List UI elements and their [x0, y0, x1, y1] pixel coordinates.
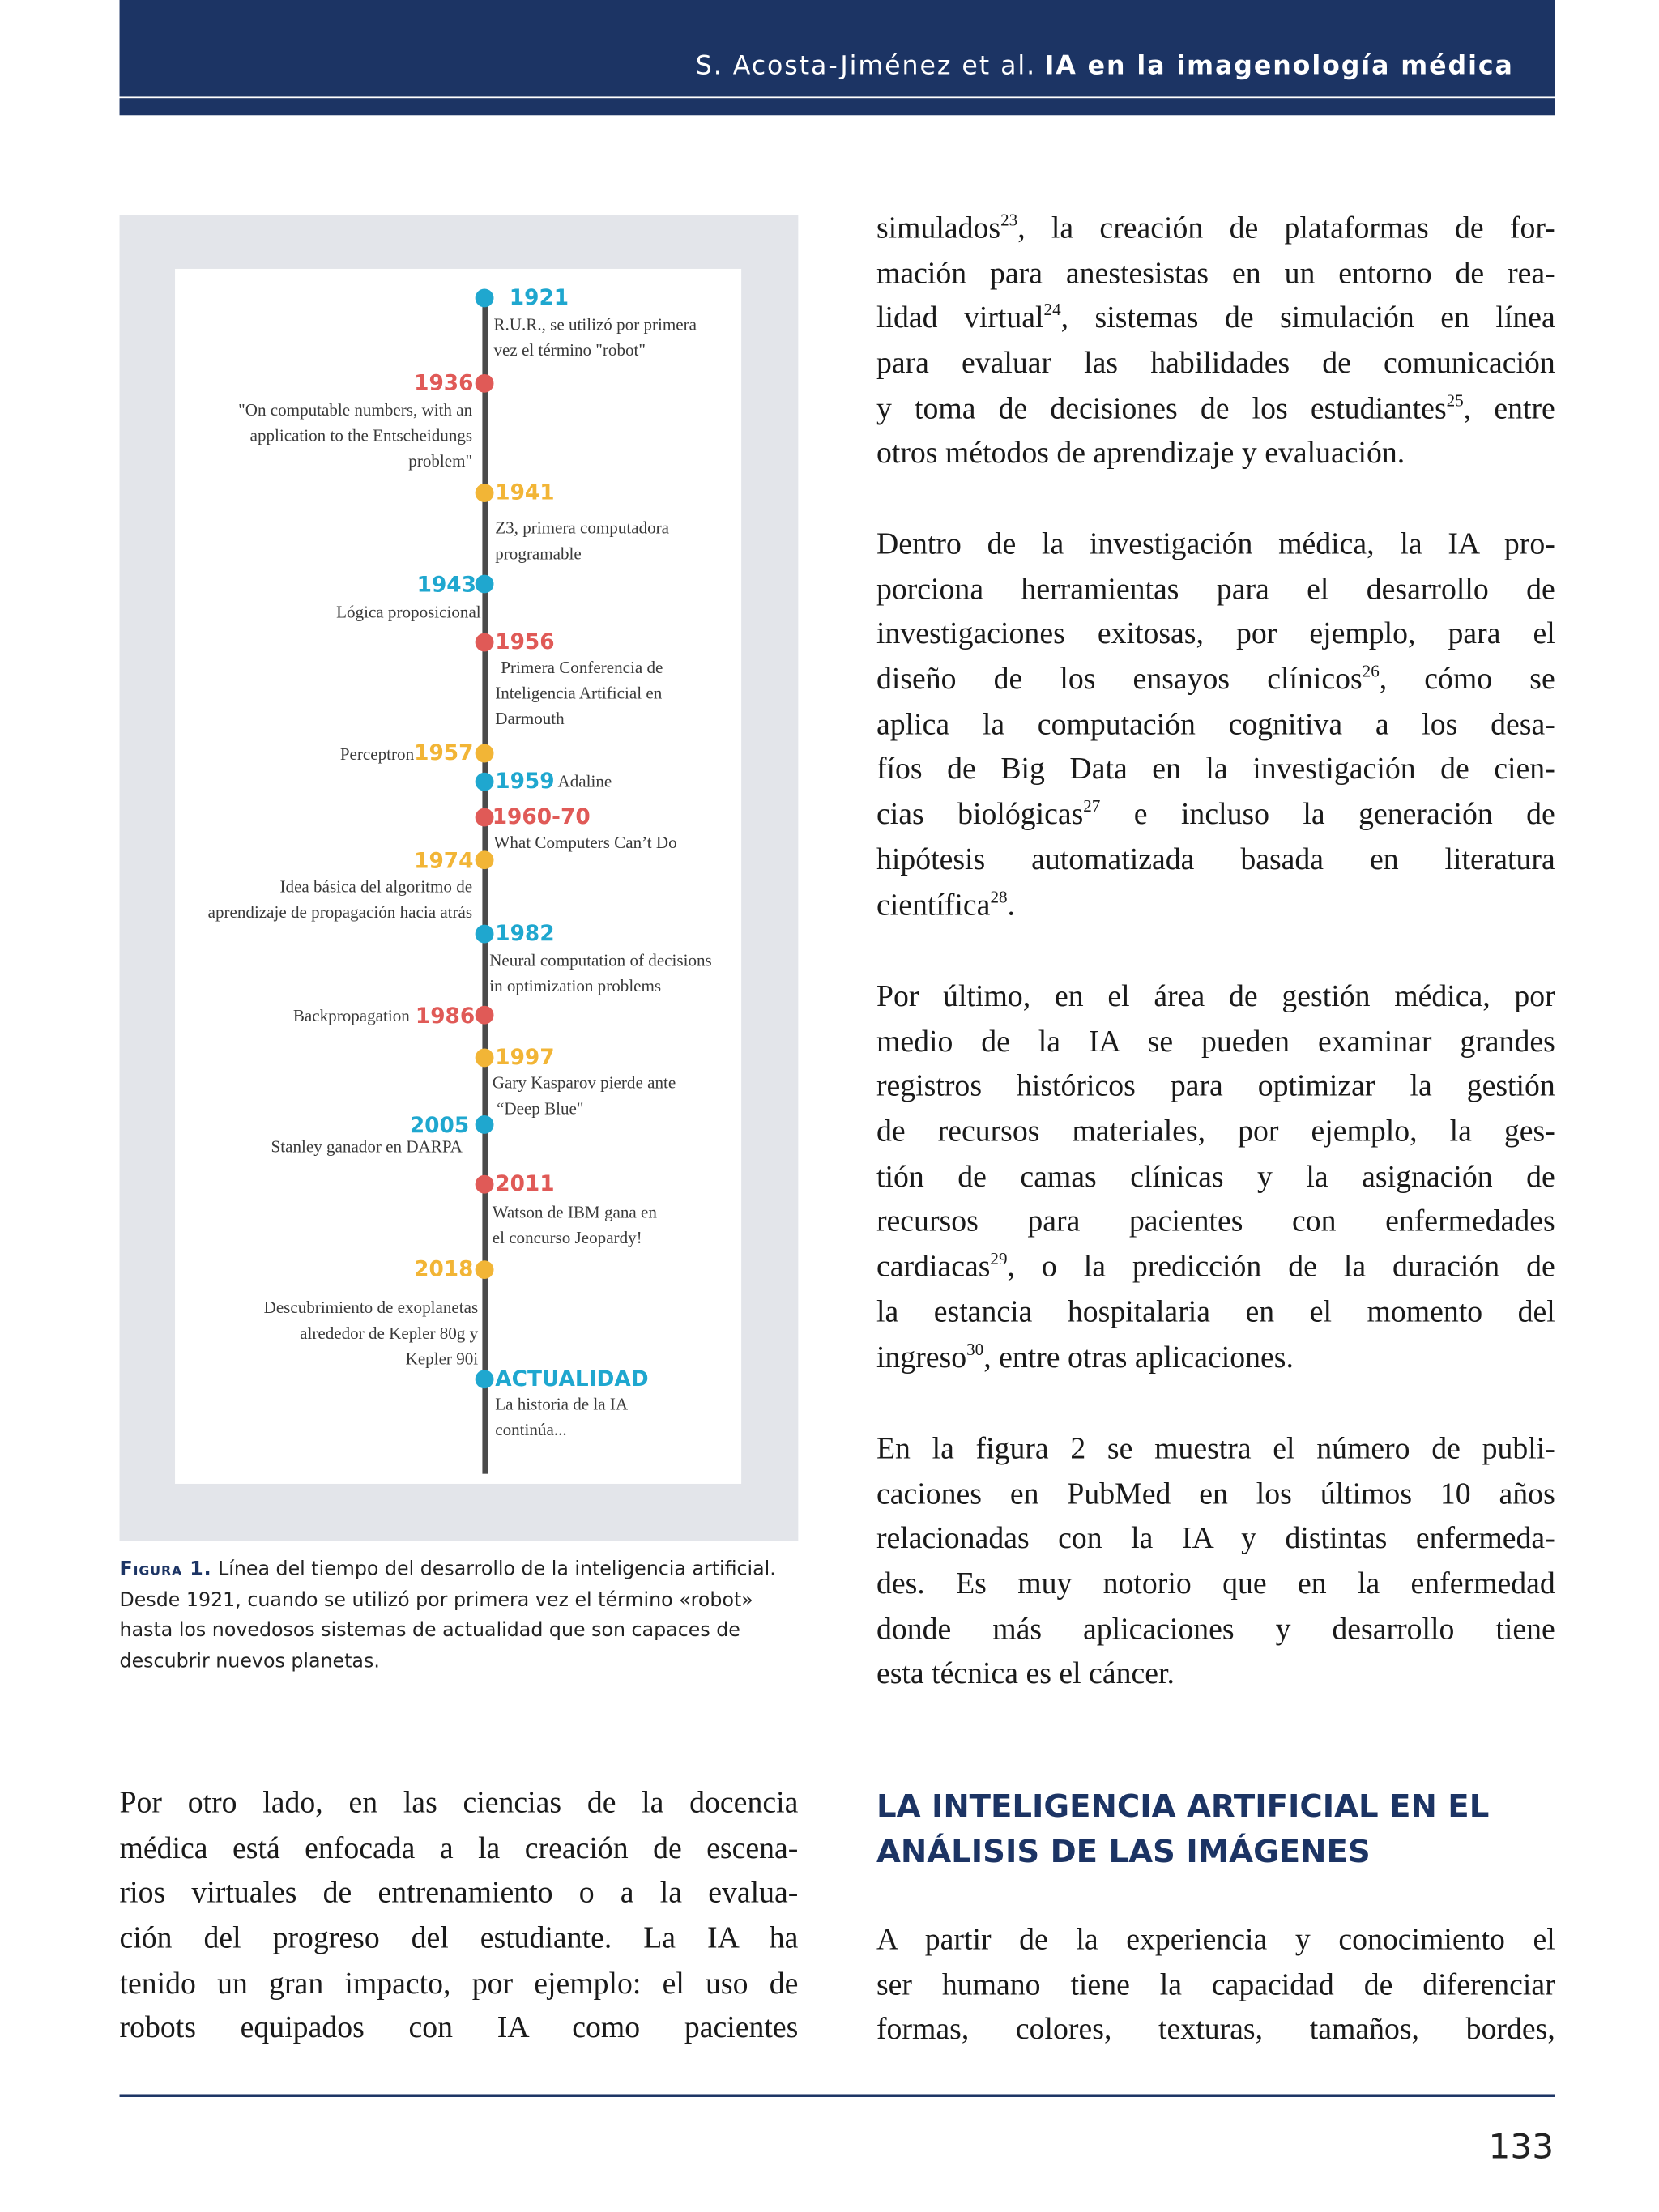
timeline-dot-1982 — [476, 925, 494, 944]
running-header — [696, 51, 1514, 81]
header-rule — [120, 98, 1555, 115]
timeline-year-1960-70: 1960-70 — [492, 803, 591, 829]
page-number: 133 — [1488, 2126, 1555, 2167]
timeline-event-1974: Idea básica del algoritmo de aprendizaje de propagación hacia atrás — [207, 876, 473, 923]
paragraph-image-analysis: A partir de la experiencia y conocimiento el ser humano tiene la capacidad de diferenciar formas, colores, texturas, tamaños, bordes, — [876, 1921, 1555, 2047]
timeline-event-1986: Backpropagation — [292, 1005, 410, 1026]
figure-caption-text: Línea del tiempo del desarrollo de la inteligencia artificial. Desde 1921, cuando se utilizó por primera vez el término «robot» hasta los novedosos sistemas de actualidad que son capaces de descubrir nuevos planetas. — [119, 1558, 776, 1673]
timeline-year-1957: 1957 — [414, 739, 474, 765]
timeline-event-1982: Neural computation of decisions in optimization problems — [489, 950, 712, 996]
timeline-year-1959: 1959 — [495, 768, 555, 795]
timeline-dot-2018 — [476, 1260, 494, 1279]
footer-rule — [120, 2094, 1555, 2097]
timeline-event-1943: Lógica proposicional — [336, 601, 481, 622]
header-bar — [120, 0, 1555, 96]
timeline-event-1960-70: What Computers Can’t Do — [493, 832, 677, 853]
timeline-year-2005: 2005 — [409, 1112, 470, 1139]
timeline-dot-1997 — [476, 1048, 494, 1067]
timeline-dot-1957 — [476, 744, 494, 763]
timeline-dot-1960-70 — [476, 808, 494, 827]
header-authors: S. Acosta-Jiménez et al. — [695, 51, 1037, 82]
timeline-event-1941: Z3, primera computadora programable — [495, 518, 670, 564]
header-title: IA en la imagenología médica — [1044, 51, 1514, 82]
timeline-year-1982: 1982 — [495, 920, 555, 947]
timeline-year-1941: 1941 — [495, 479, 555, 505]
section-heading: LA INTELIGENCIA ARTIFICIAL EN EL ANÁLISIS DE LAS IMÁGENES — [876, 1789, 1490, 1871]
timeline-event-1957: Perceptron — [339, 744, 415, 765]
timeline-year-1997: 1997 — [495, 1044, 555, 1070]
timeline-event-1956: Primera Conferencia de Inteligencia Artificial en Darmouth — [495, 657, 663, 729]
timeline-year-2011: 2011 — [495, 1170, 555, 1197]
timeline-dot-2011 — [476, 1175, 494, 1194]
timeline-event-actualidad: La historia de la IA continúa... — [495, 1394, 629, 1440]
timeline-dot-1943 — [476, 575, 494, 594]
timeline-year-1986: 1986 — [415, 1003, 476, 1029]
timeline-year-actualidad: ACTUALIDAD — [495, 1366, 649, 1392]
timeline-year-1936: 1936 — [414, 369, 474, 396]
timeline-dot-1936 — [476, 374, 494, 393]
paragraph-management: Por último, en el área de gestión médica, por medio de la IA se pueden examinar grandes registros históricos para optimizar la gestión de recursos materiales, por ejemplo, la ges- tión de camas clínicas y la asignación de recursos para pacientes con enfermedades cardiacas$^{29}$, o la predicción de la duración de la estancia hospitalaria en el momento del ingreso$^{30}$, entre otras aplicaciones. — [876, 978, 1555, 1374]
timeline-dot-2005 — [476, 1115, 494, 1134]
timeline-dot-1986 — [476, 1006, 494, 1025]
timeline-dot-actualidad — [476, 1370, 494, 1388]
figure-caption — [120, 1555, 799, 1677]
timeline-year-2018: 2018 — [414, 1255, 474, 1282]
timeline-year-1943: 1943 — [416, 572, 476, 598]
timeline-event-2018: Descubrimiento de exoplanetas alrededor de Kepler 80g y Kepler 90i — [263, 1297, 479, 1369]
timeline-dot-1941 — [476, 484, 494, 502]
paragraph-simulation: simulados$^{23}$, la creación de plataformas de for- mación para anestesistas en un entorno de rea- lidad virtual$^{24}$, sistemas de simulación en línea para evaluar las habilidades de comunicación y toma de decisiones de los estudiantes$^{25}$, entre otros métodos de aprendizaje y evaluación. — [876, 210, 1555, 471]
paragraph-figure2: En la figura 2 se muestra el número de publi- caciones en PubMed en los últimos 10 años relacionadas con la IA y distintas enfermeda- des. Es muy notorio que en la enfermedad donde más aplicaciones y desarrollo tiene esta técnica es el cáncer. — [876, 1430, 1555, 1691]
timeline-event-1997: Gary Kasparov pierde ante “Deep Blue" — [492, 1072, 676, 1119]
timeline-dot-1921 — [476, 289, 494, 308]
figure-label: Figura 1. — [119, 1558, 212, 1581]
timeline-dot-1959 — [476, 773, 494, 791]
timeline-event-2011: Watson de IBM gana en el concurso Jeopardy! — [492, 1202, 657, 1248]
paragraph-research: Dentro de la investigación médica, la IA pro- porciona herramientas para el desarrollo de investigaciones exitosas, por ejemplo, para el diseño de los ensayos clínicos$^{26}$, cómo se aplica la computación cognitiva a los desa- fíos de Big Data en la investigación de cien- cias biológicas$^{27}$ e incluso la generación de hipótesis automatizada basada en literatura científica$^{28}$. — [876, 526, 1555, 922]
timeline-year-1921: 1921 — [509, 284, 569, 310]
timeline-year-1974: 1974 — [414, 847, 474, 874]
timeline-axis — [482, 296, 488, 1473]
timeline-event-2005: Stanley ganador en DARPA — [271, 1136, 463, 1157]
timeline-event-1921: R.U.R., se utilizó por primera vez el término "robot" — [493, 314, 697, 360]
timeline-dot-1956 — [476, 633, 494, 652]
paragraph-teaching: Por otro lado, en las ciencias de la docencia médica está enfocada a la creación de escena- rios virtuales de entrenamiento o a la evalua- ción del progreso del estudiante. La IA ha tenido un gran impacto, por ejemplo: el uso de robots equipados con IA como pacientes — [119, 1785, 799, 2045]
timeline-event-1936: "On computable numbers, with an application to the Entscheidungs problem" — [238, 399, 473, 471]
timeline-event-1959: Adaline — [557, 770, 612, 791]
timeline-year-1956: 1956 — [495, 629, 555, 654]
timeline-dot-1974 — [476, 850, 494, 869]
